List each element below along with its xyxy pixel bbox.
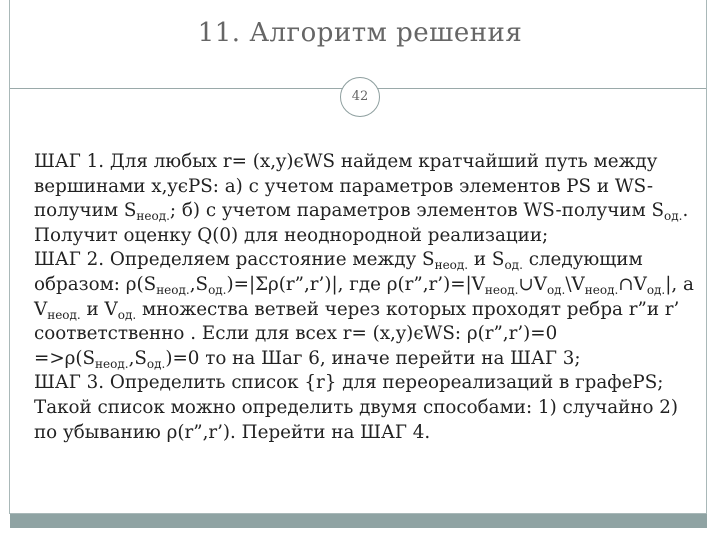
subscript: од. — [504, 258, 523, 273]
text-line: ШАГ 1. Для любых r= (x,y)єWS найдем кратчайший путь между — [34, 151, 658, 172]
text-run: =>ρ(S — [34, 347, 96, 369]
subscript: од. — [646, 282, 666, 297]
text-line: Такой список можно определить двумя способами: 1) случайно 2) — [34, 396, 679, 418]
subscript: од. — [117, 307, 137, 322]
text-line — [34, 273, 694, 298]
text-run: ,S — [128, 347, 147, 369]
text-run: ∪V — [518, 273, 547, 295]
text-run: следующим — [522, 249, 643, 271]
subscript: неод. — [484, 282, 519, 297]
text-run: )=|Σρ(r”,r’)|, где ρ(r”,r’)=|V — [226, 273, 485, 295]
subscript: од. — [546, 282, 566, 297]
subscript: неод. — [584, 282, 619, 297]
text-run: ; б) с учетом параметров элементов WS-получим S — [169, 200, 665, 222]
text-line: Получит оценку Q(0) для неоднородной реализации; — [34, 224, 549, 246]
footer-bar — [10, 514, 707, 528]
text-run: )=0 то на Шаг 6, иначе перейти на ШАГ 3; — [165, 347, 581, 369]
subscript: од. — [146, 356, 166, 371]
text-run: ∩V — [618, 273, 647, 295]
text-line — [34, 248, 694, 273]
subscript: неод. — [136, 209, 170, 224]
text-run: \V — [565, 273, 585, 295]
text-run: V — [34, 298, 48, 320]
slide-body-text — [34, 150, 694, 445]
text-line: соответственно . Если для всех r= (x,y)єWS: ρ(r”,r’)=0 — [34, 323, 558, 345]
text-run: образом: ρ(S — [34, 273, 157, 295]
subscript: неод. — [434, 258, 469, 273]
page-number-badge: 42 — [340, 77, 380, 117]
text-line — [34, 199, 694, 224]
text-line: вершинами x,yєPS: а) с учетом параметров элементов PS и WS- — [34, 175, 654, 197]
text-run: ШАГ 2. Определяем расстояние между S — [34, 249, 435, 271]
subscript: од. — [208, 282, 227, 297]
text-line: ШАГ 3. Определить список {r} для переореализаций в графеPS; — [34, 372, 664, 394]
text-run: и V — [80, 298, 118, 320]
text-run: |, а — [665, 273, 694, 295]
subscript: неод. — [156, 282, 190, 297]
text-run: ,S — [189, 273, 209, 295]
text-run: множества ветвей через которых проходят ребра r”и r’ — [136, 298, 680, 320]
text-line: по убыванию ρ(r”,r’). Перейти на ШАГ 4. — [34, 421, 431, 443]
text-run: получим S — [34, 200, 137, 222]
subscript: неод. — [95, 356, 129, 371]
text-line — [34, 298, 694, 323]
text-run: и S — [468, 249, 505, 271]
text-line — [34, 347, 694, 372]
subscript: од. — [664, 209, 683, 224]
slide-title: 11. Алгоритм решения — [197, 18, 523, 48]
subscript: неод. — [47, 307, 81, 322]
text-run: . — [682, 200, 689, 222]
